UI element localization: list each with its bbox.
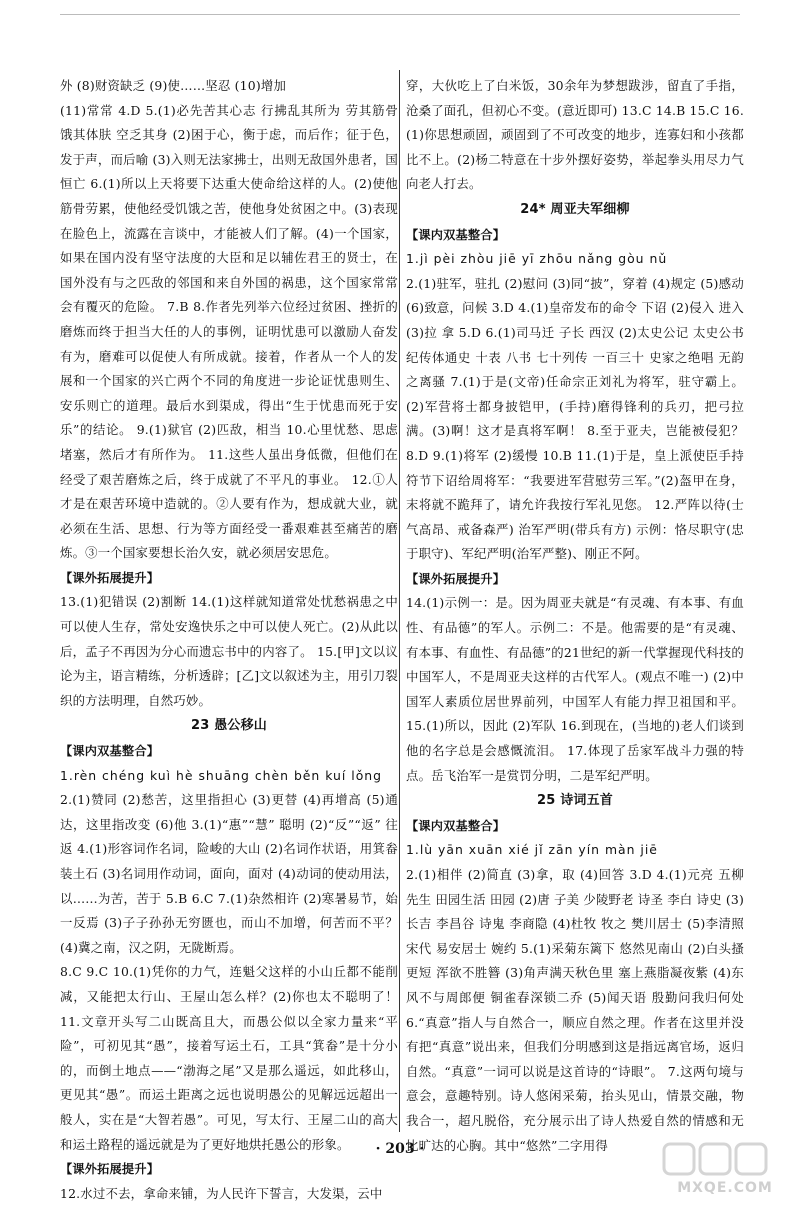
lesson-title: 24* 周亚夫军细柳 <box>520 201 630 217</box>
answer-paragraph: 13.(1)犯错误 (2)割断 14.(1)这样就知道常处忧愁祸患之中可以使人生存，常处安逸快乐之中可以使人死亡。(2)从此以后，孟子不再因为分心而遗忘书中的内容了。 15.[甲]文以议论为主，语言精练，分析透辟；[乙]文以叙述为主，用引刀裂织的方法明理，自然巧妙。 <box>60 594 398 708</box>
section-heading: 【课内双基整合】 <box>406 227 506 242</box>
page-number: · 203 · <box>375 1141 425 1157</box>
lesson-title: 25 诗词五首 <box>536 793 614 809</box>
left-column <box>60 74 398 1206</box>
answer-paragraph: 外 (8)财资缺乏 (9)使……坚忍 (10)增加 <box>60 78 287 93</box>
answer-paragraph: 2.(1)驻军，驻扎 (2)慰问 (3)同“披”，穿着 (4)规定 (5)感动 (6)致意，问候 3.D 4.(1)皇帝发布的命令 下诏 (2)侵入 进入 (3)拉 拿 5.D 6.(1)司马迁 子长 西汉 (2)太史公记 太史公书 纪传体通史 十表 八书 七十列传 一百三十 史家之绝唱 无韵之离骚 7.(1)于是(文帝)任命宗正刘礼为将军，驻守霸上。(2)军营将士都身披铠甲，(手持)磨得锋利的兵刃，把弓拉满。(3)啊！这才是真将军啊！ 8.至于亚夫，岂能被侵犯？ 8.D 9.(1)将军 (2)缓慢 10.B 11.(1)于是，皇上派使臣手持符节下诏给周将军：“我要进军营慰劳三军。”(2)盔甲在身，末将就不跪拜了，请允许我按行军礼见您。 12.严阵以待(士气高昂、戒备森严) 治军严明(带兵有方) 示例：恪尽职守(忠于职守)、军纪严明(治军严整)、刚正不阿。 <box>406 275 744 562</box>
top-rule <box>60 0 740 15</box>
watermark-text: MXQE.COM <box>677 1180 773 1196</box>
answer-paragraph: 穿，大伙吃上了白米饭，30余年为梦想跋涉，留直了手指，沧桑了面孔，但初心不变。(意近即可) 13.C 14.B 15.C 16.(1)你思想顽固，顽固到了不可改变的地步，连寡妇和小孩都比不上。(2)杨二特意在十步外摆好姿势，举起拳头用尽力气向老人打去。 <box>406 78 744 192</box>
section-heading: 【课外拓展提升】 <box>406 571 506 586</box>
section-heading: 【课外拓展提升】 <box>60 570 160 585</box>
answer-paragraph: 12.水过不去，拿命来铺，为人民许下誓言，大发渠，云中 <box>60 1185 383 1201</box>
section-heading: 【课内双基整合】 <box>406 818 506 833</box>
answer-paragraph: 2.(1)赞同 (2)愁苦，这里指担心 (3)更替 (4)再增高 (5)通达，这里指改变 (6)他 3.(1)“惠”“慧” 聪明 (2)“反”“返” 往返 4.(1)形容词作名词，险峻的大山 (2)名词作状语，用箕畚装土石 (3)名词用作动词，面向，面对 (4)动词的使动用法，以……为苦，苦于 5.B 6.C 7.(1)杂然相许 (2)寒暑易节，始一反焉 (3)子子孙孙无穷匮也，而山不加增，何苦而不平？(4)冀之南，汉之阴，无陇断焉。 <box>60 792 398 955</box>
section-heading: 【课内双基整合】 <box>60 744 160 759</box>
answer-paragraph: 8.C 9.C 10.(1)凭你的力气，连魁父这样的小山丘都不能削减，又能把太行山、王屋山怎么样？(2)你也太不聪明了！ 11.文章开头写二山既高且大，而愚公似以全家力量来“平险”，可初见其“愚”，接着写运土石，工具“箕畚”是十分小的，而倒土地点——“渤海之尾”又是那么遥远，如此移山，更见其“愚”。而运土距离之远也说明愚公的见解远远超出一般人，实在是“大智若愚”。可见，写太行、王屋二山的高大和运土路程的遥远就是为了更好地烘托愚公的形象。 <box>60 964 398 1152</box>
section-heading: 【课外拓展提升】 <box>60 1162 160 1177</box>
column-divider <box>399 70 400 1132</box>
answer-paragraph: 14.(1)示例一：是。因为周亚夫就是“有灵魂、有本事、有血性、有品德”的军人。示例二：不是。他需要的是“有灵魂、有本事、有血性、有品德”的21世纪的新一代掌握现代科技的中国军人，不是周亚夫这样的古代军人。(观点不唯一) (2)中国军人素质位居世界前列，中国军人有能力捍卫祖国和平。 15.(1)所以，因此 (2)军队 16.到现在，(当地的)老人们谈到他的名字总是会感慨流泪。 17.体现了岳家军战斗力强的特点。岳飞治军一是赏罚分明，二是军纪严明。 <box>406 595 744 783</box>
answer-paragraph: 1.lù yān xuān xié jǐ zān yín màn jiē <box>406 842 658 858</box>
watermark-stamp-icon <box>660 1140 790 1180</box>
answer-paragraph: 1.jì pèi zhòu jiē yī zhōu nǎng gòu nǔ <box>406 251 668 267</box>
right-column <box>406 74 744 1158</box>
lesson-title: 23 愚公移山 <box>190 718 268 734</box>
answer-paragraph: 2.(1)相伴 (2)简直 (3)拿，取 (4)回答 3.D 4.(1)元亮 五柳先生 田园生活 田园 (2)唐 子美 少陵野老 诗圣 李白 诗史 (3)长吉 李昌谷 诗鬼 李商隐 (4)杜牧 牧之 樊川居士 (5)李清照 宋代 易安居士 婉约 5.(1)采菊东篱下 悠然见南山 (2)白头搔更短 浑欲不胜簪 (3)角声满天秋色里 塞上燕脂凝夜紫 (4)东风不与周郎便 铜雀春深锁二乔 (5)闻天语 殷勤问我归何处 6.“真意”指人与自然合一，顺应自然之理。作者在这里并没有把“真意”说出来，但我们分明感到这是指远离官场，返归自然。“真意”一词可以说是这首诗的“诗眼”。 7.这两句境与意会，意趣特别。诗人悠闲采菊，抬头见山，情景交融，物我合一，超凡脱俗，充分展示出了诗人热爱自然的情感和无比旷达的心胸。其中“悠然”二字用得 <box>406 867 744 1153</box>
watermark-logo <box>660 1140 790 1196</box>
answer-paragraph: 1.rèn chéng kuì hè shuāng chèn běn kuí lǒng <box>60 767 382 783</box>
answer-paragraph: (11)常常 4.D 5.(1)必先苦其心志 行拂乱其所为 劳其筋骨 饿其体肤 空乏其身 (2)困于心，衡于虑，而后作；征于色，发于声，而后喻 (3)入则无法家拂士，出则无敌国外患者，国恒亡 6.(1)所以上天将要下达重大使命给这样的人。(2)使他筋骨劳累，使他经受饥饿之苦，使他身处贫困之中。(3)表现在脸色上，流露在言谈中，才能被人们了解。(4)一个国家，如果在国内没有坚守法度的大臣和足以辅佐君王的贤士，在国外没有与之匹敌的邻国和来自外国的祸患，这个国家常常会有覆灭的危险。 7.B 8.作者先列举六位经过贫困、挫折的磨炼而终于担当大任的人的事例，证明忧患可以激励人奋发有为，磨难可以促使人有所成就。接着，作者从一个人的发展和一个国家的兴亡两个不同的角度进一步论证忧患则生、安乐则亡的道理。最后水到渠成，得出“生于忧患而死于安乐”的结论。 9.(1)狱官 (2)匹敌，相当 10.心里忧愁、思虑堵塞，然后才有所作为。 11.这些人虽出身低微，但他们在经受了艰苦磨炼之后，终于成就了不平凡的事业。 12.①人才是在艰苦环境中造就的。②人要有作为，想成就大业，就必须在生活、思想、行为等方面经受一番艰难甚至痛苦的磨炼。③一个国家要想长治久安，就必须居安思危。 <box>60 102 398 561</box>
